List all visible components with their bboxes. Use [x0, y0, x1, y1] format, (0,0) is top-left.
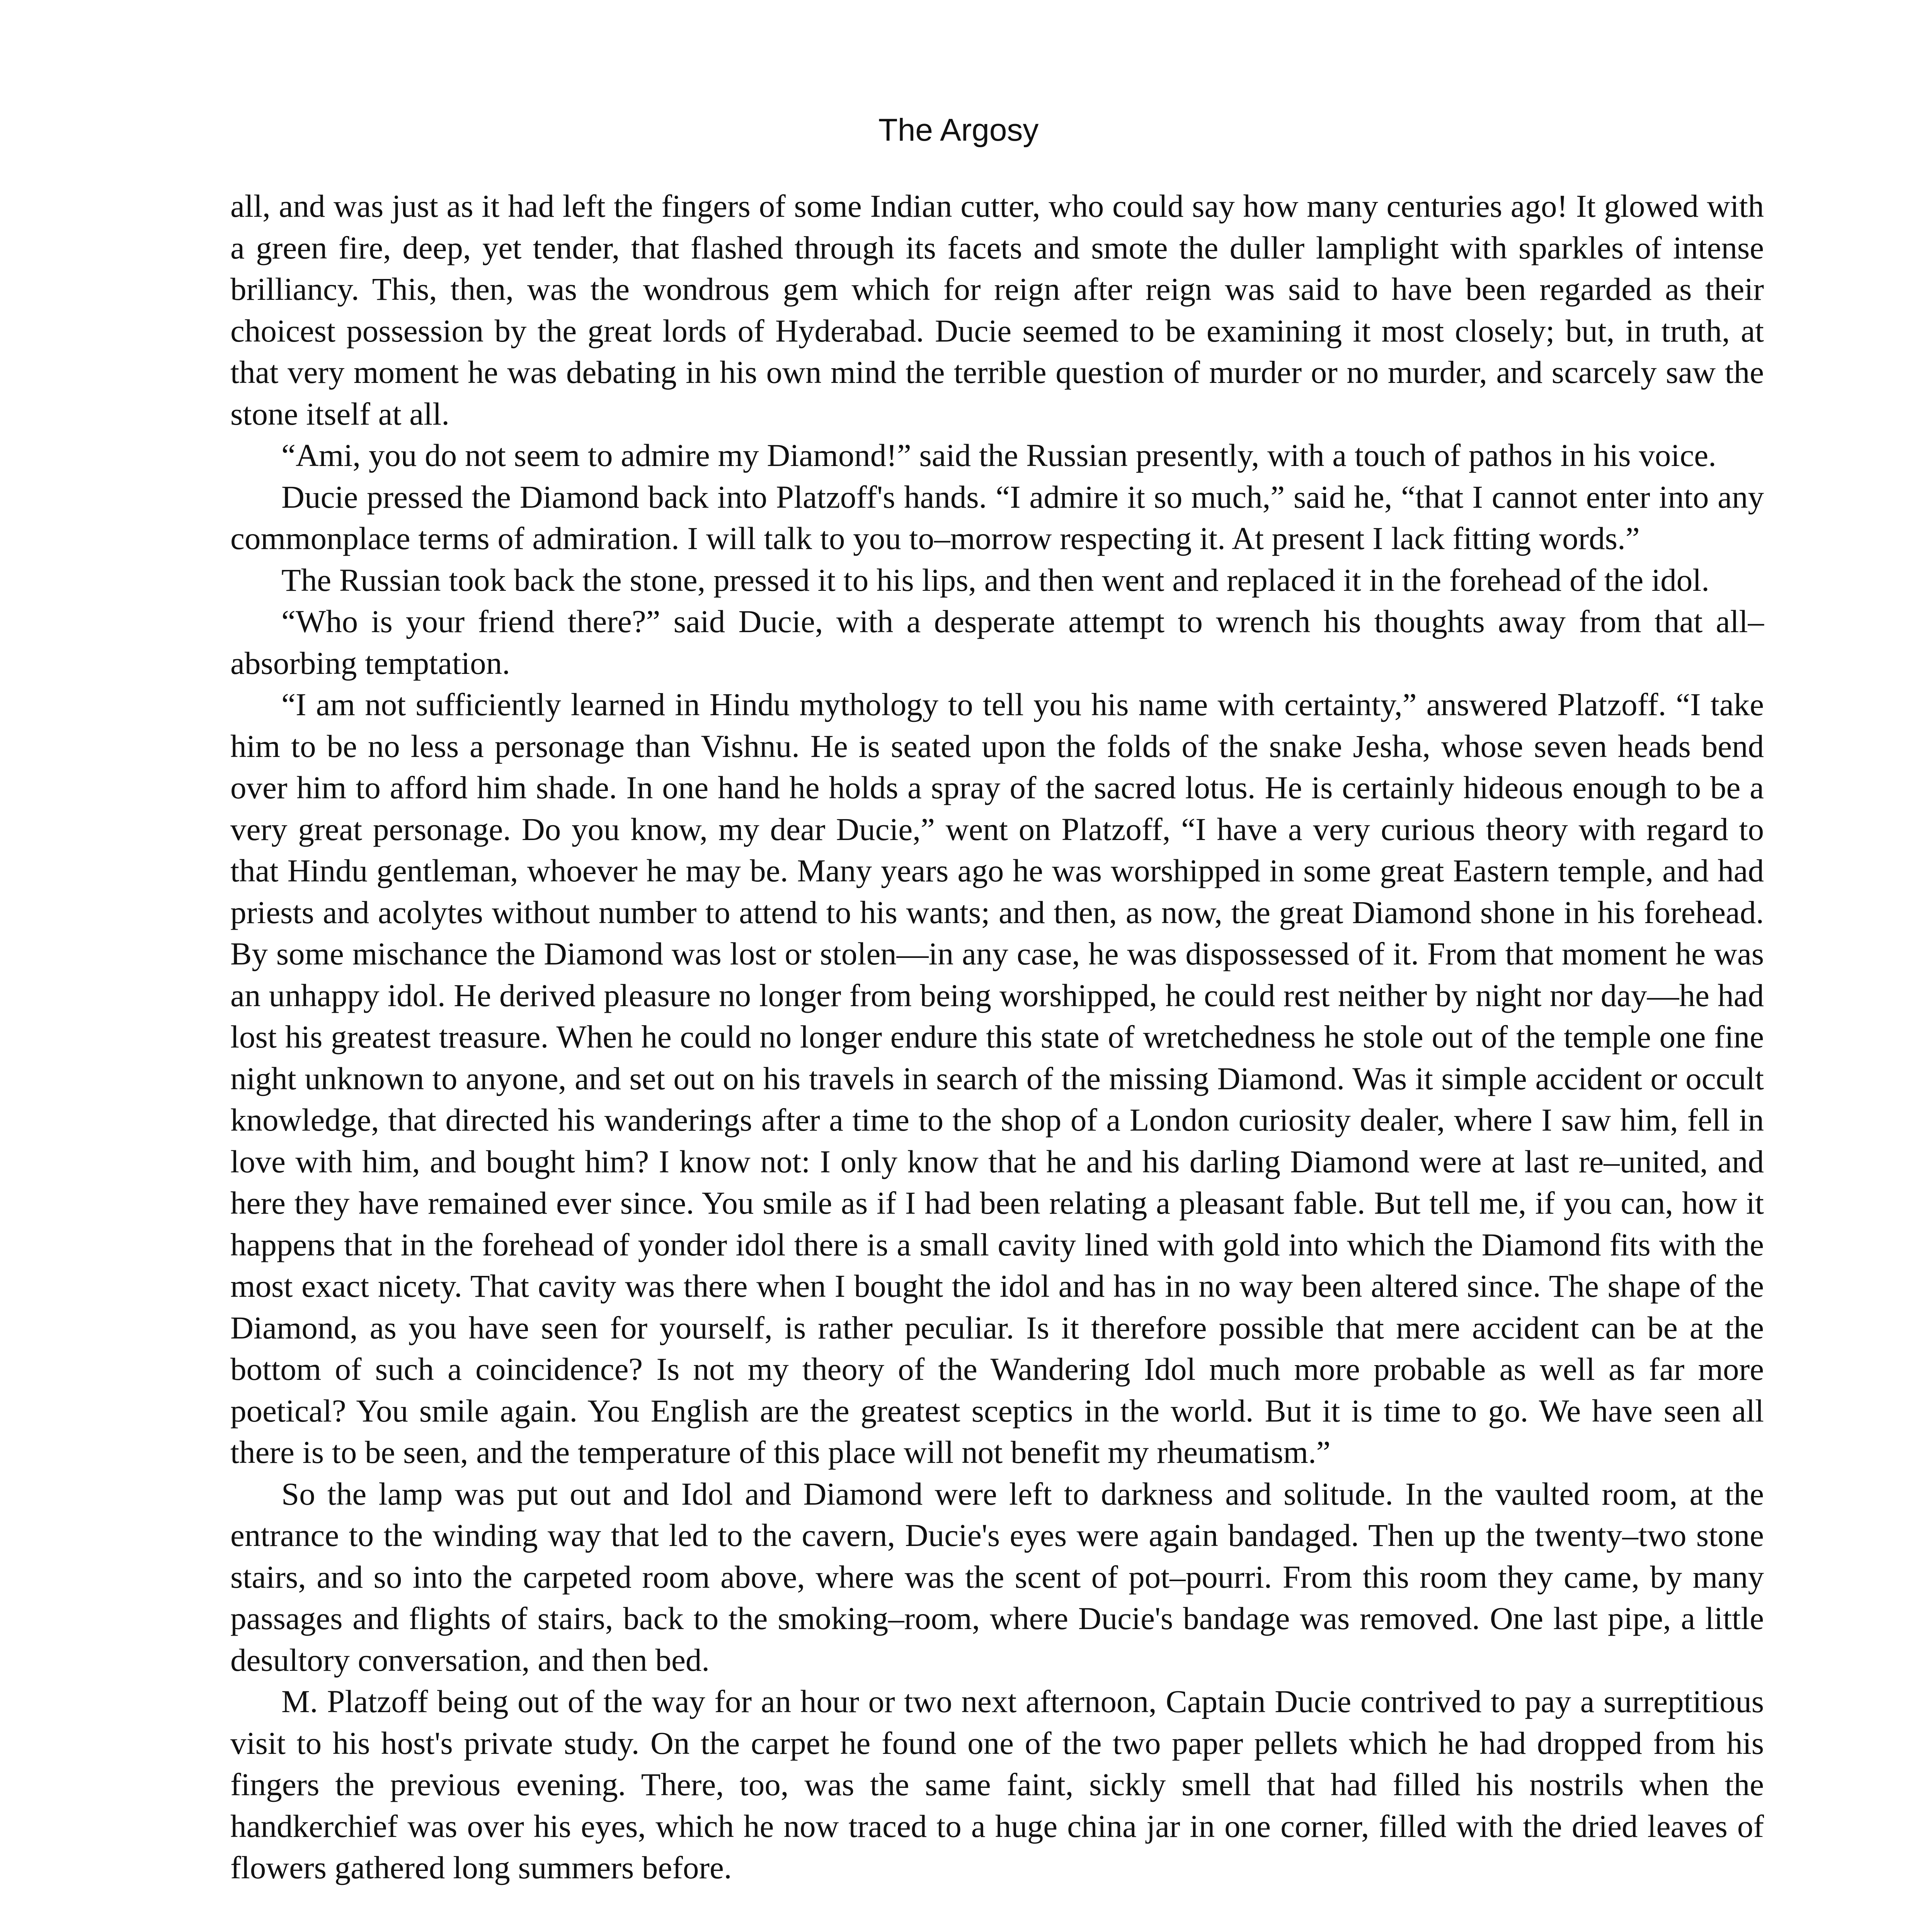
paragraph: M. Platzoff being out of the way for an hour or two next afternoon, Captain Ducie contrived to pay a surreptitious visit to his host's private study. On the carpet he found one of the two paper pellets which he had dropped from his fingers the previous evening. There, too, was the same faint, sickly smell that had filled his nostrils when the handkerchief was over his eyes, which he now traced to a huge china jar in one corner, filled with the dried leaves of flowers gathered long summers before. [230, 1684, 1764, 1885]
paragraph-continued: all, and was just as it had left the fingers of some Indian cutter, who could say how many centuries ago! It glowed with a green fire, deep, yet tender, that flashed through its facets and smote the duller lamplight with sparkles of intense brilliancy. This, then, was the wondrous gem which for reign after reign was said to have been regarded as their choicest possession by the great lords of Hyderabad. Ducie seemed to be examining it most closely; but, in truth, at that very moment he was debating in his own mind the terrible question of murder or no murder, and scarcely saw the stone itself at all. [230, 188, 1764, 432]
paragraph: The Russian took back the stone, pressed it to his lips, and then went and replaced it in the forehead of the idol. [281, 562, 1709, 598]
paragraph: So the lamp was put out and Idol and Diamond were left to darkness and solitude. In the vaulted room, at the entrance to the winding way that led to the cavern, Ducie's eyes were again bandaged. Then up the twenty–two stone stairs, and so into the carpeted room above, where was the scent of pot–pourri. From this room they came, by many passages and flights of stairs, back to the smoking–room, where Ducie's bandage was removed. One last pipe, a little desultory conversation, and then bed. [230, 1476, 1764, 1678]
running-title: The Argosy [878, 112, 1039, 148]
paragraph: Ducie pressed the Diamond back into Platzoff's hands. “I admire it so much,” said he, “that I cannot enter into any commonplace terms of admiration. I will talk to you to–morrow respecting it. At present I lack fitting words.” [230, 479, 1764, 556]
paragraph: “Who is your friend there?” said Ducie, with a desperate attempt to wrench his thoughts away from that all–absorbing temptation. [230, 604, 1764, 681]
body-text [230, 185, 1764, 1889]
paragraph: “I am not sufficiently learned in Hindu mythology to tell you his name with certainty,” answered Platzoff. “I take him to be no less a personage than Vishnu. He is seated upon the folds of the snake Jesha, whose seven heads bend over him to afford him shade. In one hand he holds a spray of the sacred lotus. He is certainly hideous enough to be a very great personage. Do you know, my dear Ducie,” went on Platzoff, “I have a very curious theory with regard to that Hindu gentleman, whoever he may be. Many years ago he was worshipped in some great Eastern temple, and had priests and acolytes without number to attend to his wants; and then, as now, the great Diamond shone in his forehead. By some mischance the Diamond was lost or stolen—in any case, he was dispossessed of it. From that moment he was an unhappy idol. He derived pleasure no longer from being worshipped, he could rest neither by night nor day—he had lost his greatest treasure. When he could no longer endure this state of wretchedness he stole out of the temple one fine night unknown to anyone, and set out on his travels in search of the missing Diamond. Was it simple accident or occult knowledge, that directed his wanderings after a time to the shop of a London curiosity dealer, where I saw him, fell in love with him, and bought him? I know not: I only know that he and his darling Diamond were at last re–united, and here they have remained ever since. You smile as if I had been relating a pleasant fable. But tell me, if you can, how it happens that in the forehead of yonder idol there is a small cavity lined with gold into which the Diamond fits with the most exact nicety. That cavity was there when I bought the idol and has in no way been altered since. The shape of the Diamond, as you have seen for yourself, is rather peculiar. Is it therefore possible that mere accident can be at the bottom of such a coincidence? Is not my theory of the Wandering Idol much more probable as well as far more poetical? You smile again. You English are the greatest sceptics in the world. But it is time to go. We have seen all there is to be seen, and the temperature of this place will not benefit my rheumatism.” [230, 687, 1764, 1470]
paragraph: “Ami, you do not seem to admire my Diamond!” said the Russian presently, with a touch of pathos in his voice. [281, 437, 1716, 473]
